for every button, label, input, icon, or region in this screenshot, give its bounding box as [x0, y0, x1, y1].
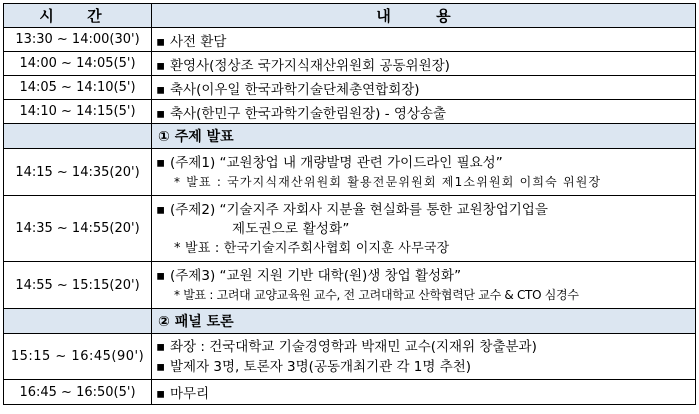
section-row-topics [4, 124, 696, 149]
table-row [4, 100, 696, 124]
topic-presenter: * 발표 : 고려대 교양교육원 교수, 전 고려대학교 산학협력단 교수 & CTO 심경수 [174, 287, 579, 302]
header-time: 시 간 [4, 4, 152, 28]
row-content [152, 28, 696, 52]
table-row [4, 262, 696, 309]
bullet-icon: ▪ [156, 154, 166, 171]
topic-title-continued: 제도권으로 활성화” [232, 220, 350, 237]
bullet-icon: ▪ [156, 338, 166, 355]
row-text: 사전 환담 [170, 33, 227, 50]
panel-participants: 발제자 3명, 토론자 3명(공동개최기관 각 1명 추천) [170, 358, 472, 375]
row-content [152, 380, 696, 405]
table-row [4, 76, 696, 100]
bullet-icon: ▪ [156, 358, 166, 375]
section-spacer [4, 309, 152, 334]
section-spacer [4, 124, 152, 149]
row-content [152, 52, 696, 76]
section-row-panel [4, 309, 696, 334]
row-time: 14:15 ~ 14:35(20') [4, 149, 152, 196]
topic-title: (주제1) “교원창업 내 개량발명 관련 가이드라인 필요성” [170, 154, 503, 171]
row-text: 환영사(정상조 국가지식재산위원회 공동위원장) [170, 57, 450, 74]
row-text: 마무리 [170, 386, 210, 402]
table-row [4, 334, 696, 380]
row-time: 14:00 ~ 14:05(5') [4, 52, 152, 76]
table-row [4, 380, 696, 405]
program-schedule-table [3, 3, 696, 405]
row-time: 16:45 ~ 16:50(5') [4, 380, 152, 405]
table-row [4, 28, 696, 52]
topic-presenter: * 발표 : 국가지식재산위원회 활용전문위원회 제1소위원회 이희숙 위원장 [174, 174, 602, 189]
section-label-topics: ① 주제 발표 [152, 124, 696, 149]
topic-title: (주제3) “교원 지원 기반 대학(원)생 창업 활성화” [170, 267, 462, 284]
row-content [152, 334, 696, 380]
table-row [4, 149, 696, 196]
row-time: 14:35 ~ 14:55(20') [4, 196, 152, 262]
row-time: 14:05 ~ 14:10(5') [4, 76, 152, 100]
topic-title: (주제2) “기술지주 자회사 지분율 현실화를 통한 교원창업기업을 [170, 201, 548, 218]
bullet-icon: ▪ [156, 386, 166, 402]
topic-presenter: * 발표 : 한국기술지주회사협회 이지훈 사무국장 [174, 240, 450, 256]
row-content [152, 100, 696, 124]
row-content [152, 76, 696, 100]
row-time: 13:30 ~ 14:00(30') [4, 28, 152, 52]
panel-chair: 좌장 : 건국대학교 기술경영학과 박재민 교수(지재위 창출분과) [170, 338, 537, 355]
table-row [4, 52, 696, 76]
header-content: 내 용 [152, 4, 696, 28]
row-content [152, 262, 696, 309]
row-text: 축사(이우일 한국과학기술단체총연합회장) [170, 81, 420, 98]
table-row [4, 196, 696, 262]
row-content [152, 149, 696, 196]
row-time: 15:15 ~ 16:45(90') [4, 334, 152, 380]
bullet-icon: ▪ [156, 57, 166, 74]
row-text: 축사(한민구 한국과학기술한림원장) - 영상송출 [170, 105, 447, 122]
bullet-icon: ▪ [156, 33, 166, 50]
section-label-panel: ② 패널 토론 [152, 309, 696, 334]
bullet-icon: ▪ [156, 201, 166, 218]
bullet-icon: ▪ [156, 267, 166, 284]
table-header-row [4, 4, 696, 28]
row-time: 14:10 ~ 14:15(5') [4, 100, 152, 124]
row-content [152, 196, 696, 262]
bullet-icon: ▪ [156, 105, 166, 122]
row-time: 14:55 ~ 15:15(20') [4, 262, 152, 309]
bullet-icon: ▪ [156, 81, 166, 98]
